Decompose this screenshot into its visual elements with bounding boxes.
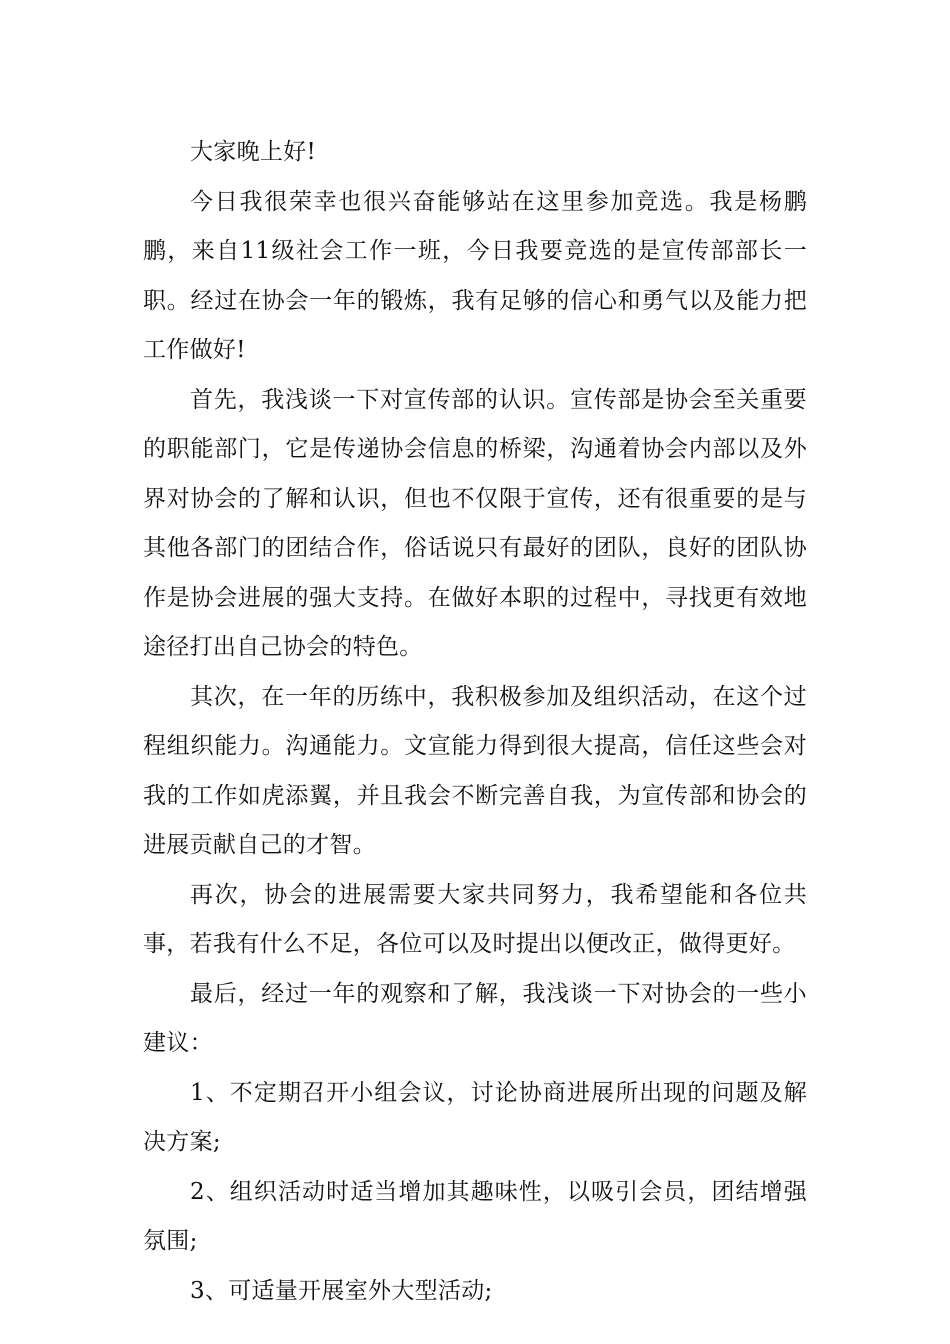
- speech-text: [143, 128, 807, 1316]
- second-point-paragraph: 其次，在一年的历练中，我积极参加及组织活动，在这个过程组织能力。沟通能力。文宣能力得到很大提高，信任这些会对我的工作如虎添翼，并且我会不断完善自我，为宣传部和协会的进展贡献自己的才智。: [143, 683, 807, 858]
- suggestions-intro-paragraph: 最后，经过一年的观察和了解，我浅谈一下对协会的一些小建议：: [143, 980, 807, 1056]
- third-point-paragraph: 再次，协会的进展需要大家共同努力，我希望能和各位共事，若我有什么不足，各位可以及时提出以便改正，做得更好。: [143, 881, 807, 957]
- first-point-paragraph: 首先，我浅谈一下对宣传部的认识。宣传部是协会至关重要的职能部门，它是传递协会信息的桥梁，沟通着协会内部以及外界对协会的了解和认识，但也不仅限于宣传，还有很重要的是与其他各部门的团结合作，俗话说只有最好的团队，良好的团队协作是协会进展的强大支持。在做好本职的过程中，寻找更有效地途径打出自己协会的特色。: [143, 386, 807, 660]
- suggestion-item-1: 1、不定期召开小组会议，讨论协商进展所出现的问题及解决方案;: [143, 1079, 807, 1155]
- greeting-paragraph: 大家晚上好!: [190, 139, 317, 165]
- suggestion-item-3: 3、可适量开展室外大型活动;: [190, 1277, 493, 1304]
- suggestion-item-2: 2、组织活动时适当增加其趣味性，以吸引会员，团结增强氛围;: [143, 1178, 807, 1254]
- introduction-paragraph: 今日我很荣幸也很兴奋能够站在这里参加竞选。我是杨鹏鹏，来自11级社会工作一班，今日我要竞选的是宣传部部长一职。经过在协会一年的锻炼，我有足够的信心和勇气以及能力把工作做好!: [143, 188, 807, 363]
